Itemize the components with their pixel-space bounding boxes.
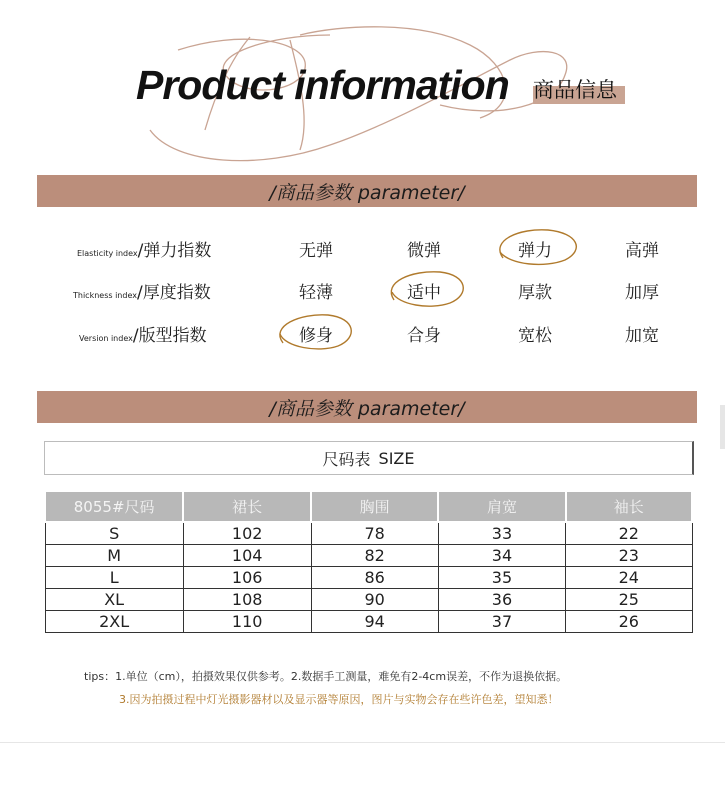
table-cell: 36 — [438, 589, 565, 611]
table-cell: 106 — [183, 567, 311, 589]
version-option: 加宽 — [625, 326, 659, 346]
table-row — [45, 611, 692, 633]
column-header: 裙长 — [183, 491, 311, 522]
column-header: 8055#尺码 — [45, 491, 183, 522]
page-subtitle: 商品信息 — [533, 78, 617, 102]
version-index-cn: /版型指数 — [132, 326, 207, 346]
column-header: 肩宽 — [438, 491, 565, 522]
table-header-row — [45, 491, 692, 522]
table-cell: M — [45, 545, 183, 567]
elasticity-index-label — [77, 236, 211, 261]
table-cell: 24 — [566, 567, 692, 589]
version-option: 合身 — [407, 326, 441, 346]
bottom-divider — [0, 742, 725, 743]
section-band-size: /商品参数 parameter/ — [37, 391, 697, 423]
table-cell: 104 — [183, 545, 311, 567]
table-cell: 34 — [438, 545, 565, 567]
table-cell: 22 — [566, 522, 692, 545]
table-cell: XL — [45, 589, 183, 611]
table-cell: 102 — [183, 522, 311, 545]
thickness-option: 轻薄 — [299, 283, 333, 303]
table-cell: 94 — [311, 611, 438, 633]
version-option: 宽松 — [518, 326, 552, 346]
table-cell: S — [45, 522, 183, 545]
table-cell: 25 — [566, 589, 692, 611]
table-cell: 86 — [311, 567, 438, 589]
table-cell: 33 — [438, 522, 565, 545]
table-row — [45, 545, 692, 567]
thickness-option: 厚款 — [518, 283, 552, 303]
section-band-parameters: /商品参数 parameter/ — [37, 175, 697, 207]
table-row — [45, 589, 692, 611]
table-cell: 78 — [311, 522, 438, 545]
table-cell: 26 — [566, 611, 692, 633]
column-header: 胸围 — [311, 491, 438, 522]
elasticity-option: 高弹 — [625, 241, 659, 261]
thickness-index-label — [73, 278, 211, 303]
elasticity-option: 微弹 — [407, 241, 441, 261]
edge-divider — [720, 405, 725, 449]
table-row — [45, 567, 692, 589]
tips-line-1: tips：1.单位（cm），拍摄效果仅供参考。2.数据手工测量，难免有2-4cm误差，不作为退换依据。 — [84, 670, 568, 683]
version-index-en: Version index — [79, 334, 133, 343]
size-table — [44, 490, 693, 633]
table-cell: 37 — [438, 611, 565, 633]
table-cell: 110 — [183, 611, 311, 633]
thickness-option-selected: 适中 — [407, 283, 441, 303]
column-header: 袖长 — [566, 491, 692, 522]
size-table-title — [44, 441, 694, 475]
elasticity-option-selected: 弹力 — [518, 241, 552, 261]
table-cell: 90 — [311, 589, 438, 611]
table-cell: 82 — [311, 545, 438, 567]
table-cell: L — [45, 567, 183, 589]
size-title-en: SIZE — [378, 448, 415, 468]
thickness-option: 加厚 — [625, 283, 659, 303]
thickness-index-en: Thickness index — [73, 291, 137, 300]
table-cell: 35 — [438, 567, 565, 589]
table-cell: 23 — [566, 545, 692, 567]
elasticity-option: 无弹 — [299, 241, 333, 261]
table-cell: 108 — [183, 589, 311, 611]
tips-line-2: 3.因为拍摄过程中灯光摄影器材以及显示器等原因，图片与实物会存在些许色差，望知悉！ — [119, 693, 559, 706]
thickness-index-cn: /厚度指数 — [136, 283, 211, 303]
elasticity-index-en: Elasticity index — [77, 249, 138, 258]
elasticity-index-cn: /弹力指数 — [137, 241, 212, 261]
table-cell: 2XL — [45, 611, 183, 633]
version-index-label — [79, 321, 207, 346]
version-option-selected: 修身 — [299, 326, 333, 346]
size-title-cn: 尺码表 — [322, 449, 371, 469]
page-title: Product information — [136, 62, 509, 108]
table-row — [45, 522, 692, 545]
